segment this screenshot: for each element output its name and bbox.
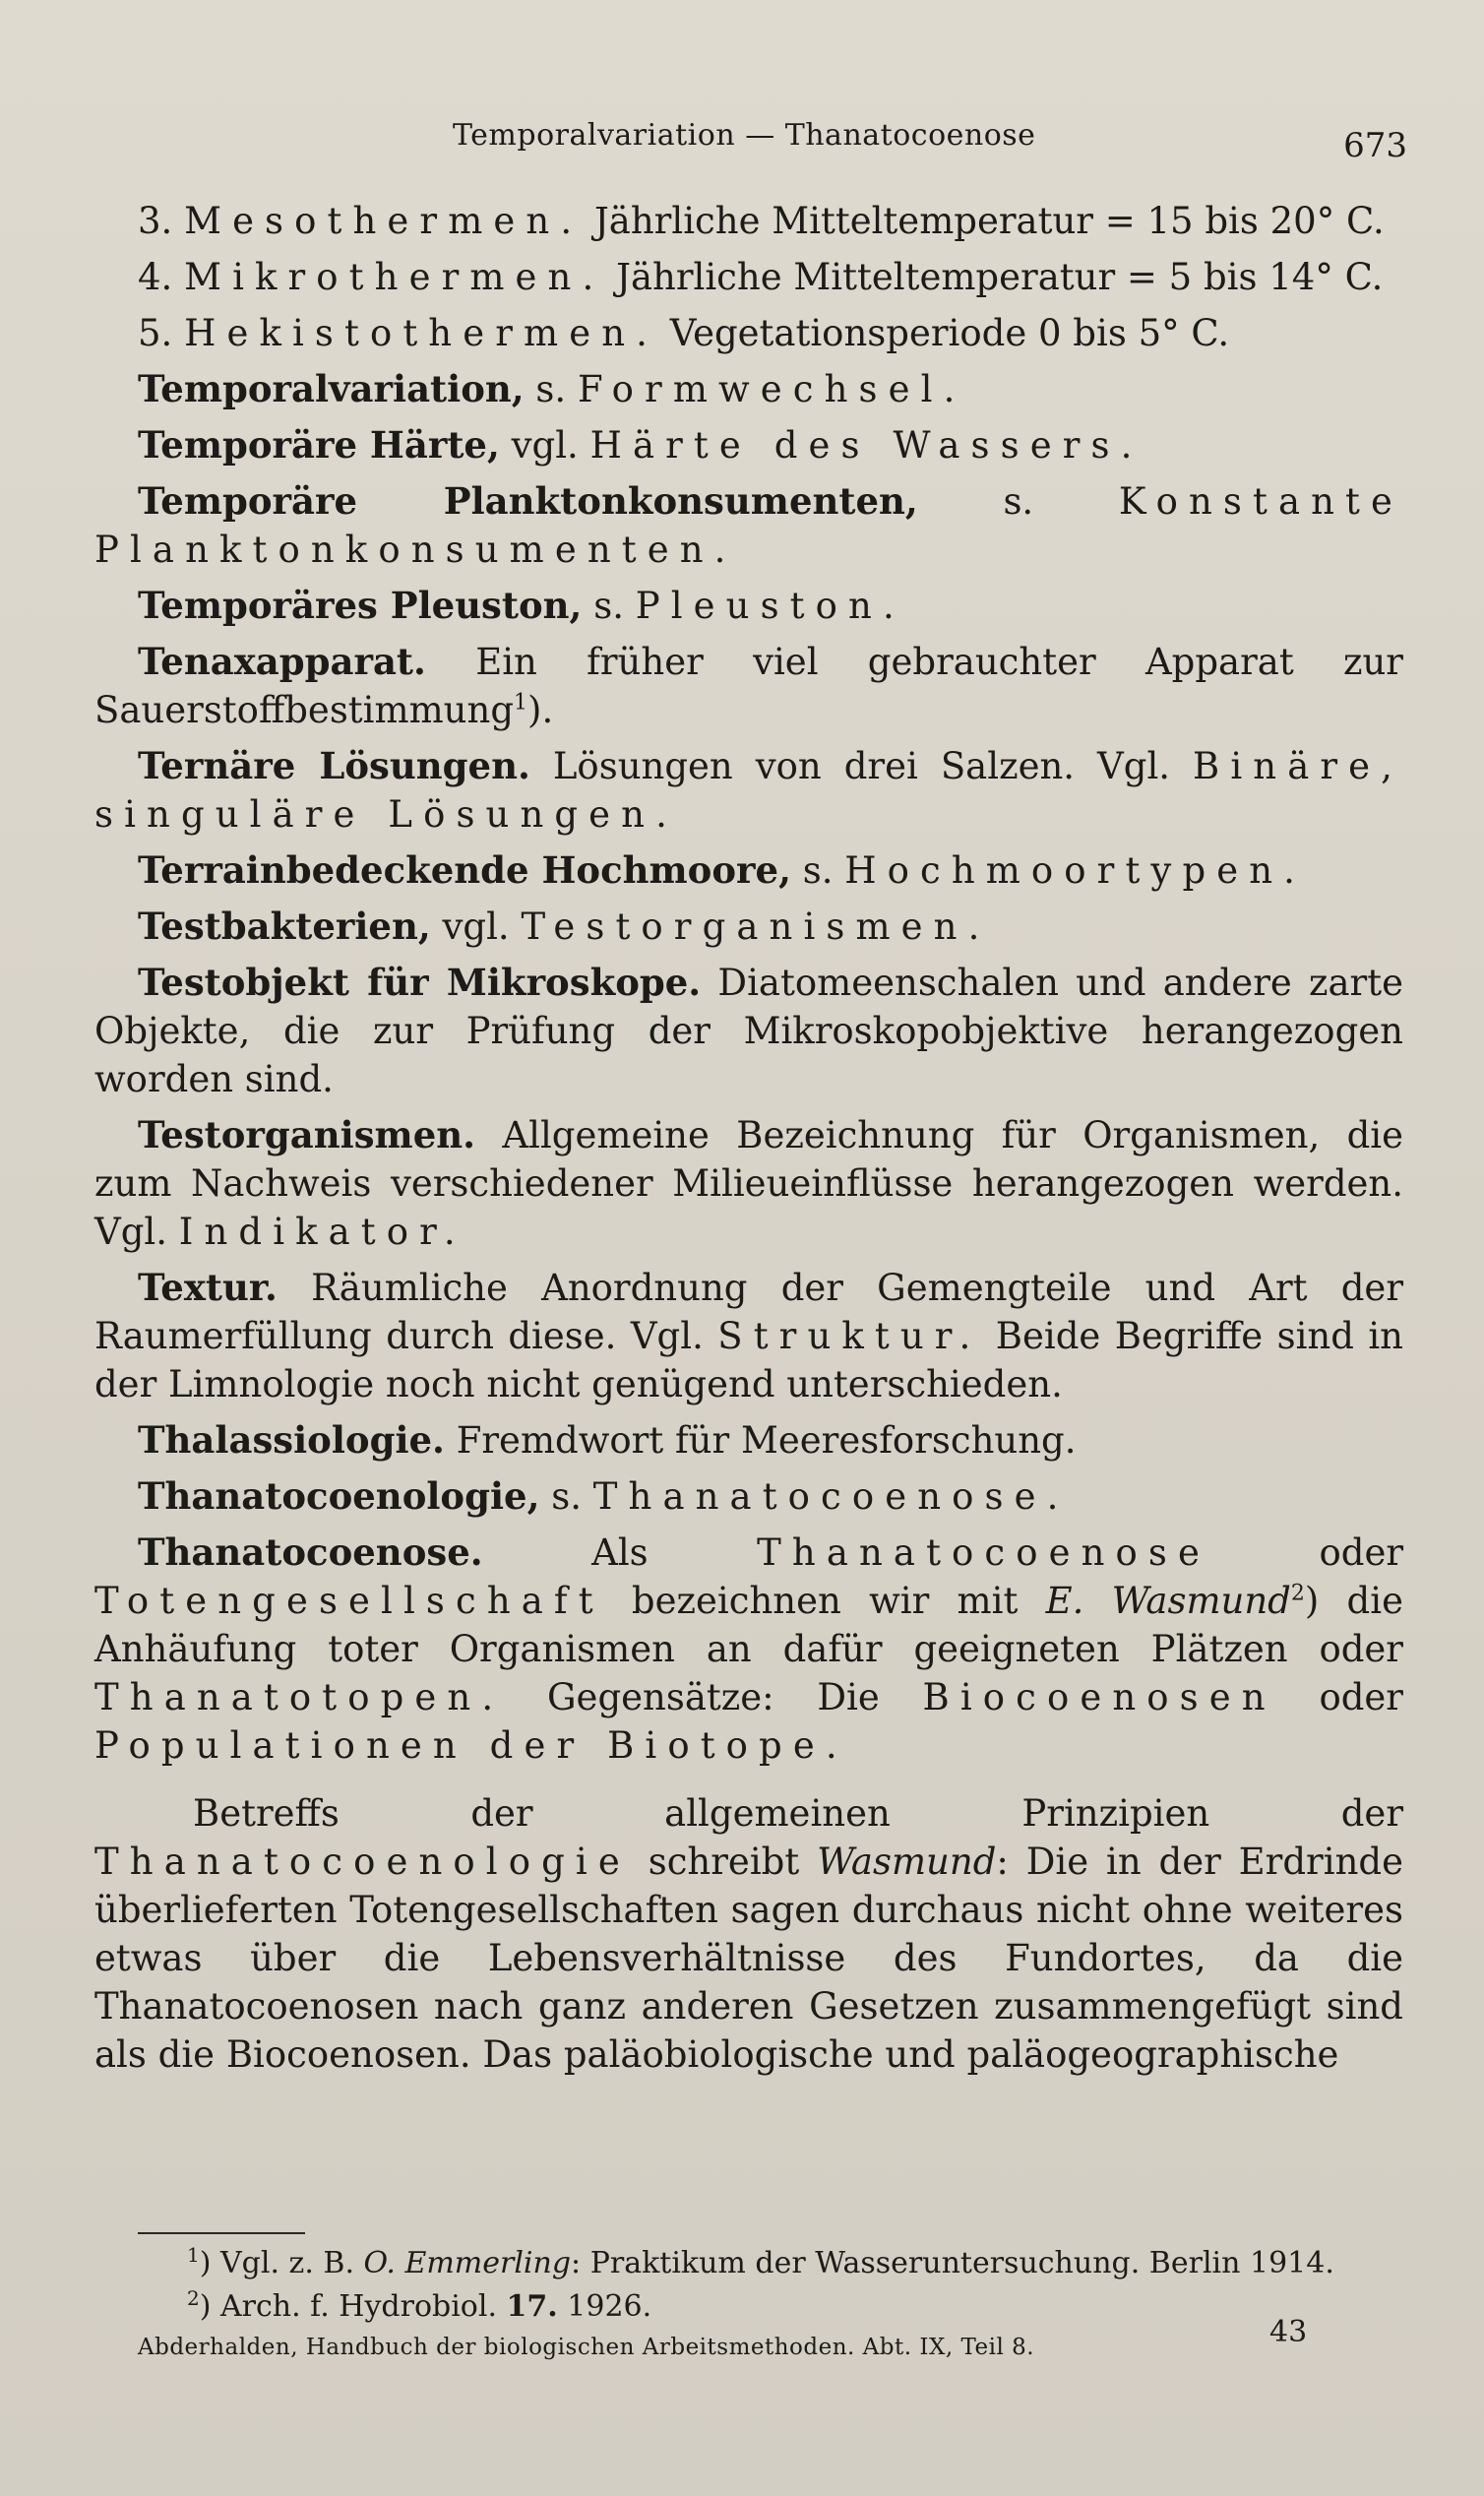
page-number: 673 — [1343, 126, 1407, 165]
footnote-text: 1926. — [567, 2289, 652, 2324]
entry-text: Jährliche Mitteltemperatur = 15 bis 20° C. — [593, 200, 1385, 242]
entry-mikrothermen — [94, 253, 1403, 301]
footnote-text: : Praktikum der Wasseruntersuchung. Berlin 1914. — [571, 2246, 1334, 2280]
footnote-mark: 2 — [187, 2286, 200, 2310]
page-header — [98, 110, 1417, 169]
body-paragraph — [94, 1789, 1403, 2079]
footnotes — [187, 2242, 1417, 2329]
entry-term: Temporalvariation, — [138, 367, 525, 410]
entry-terrainbedeckende-hochmoore — [94, 846, 1403, 895]
cross-ref-word: s. — [1003, 480, 1034, 523]
entry-text: oder — [1319, 1676, 1403, 1718]
entry-testbakterien — [94, 903, 1403, 951]
entry-text: Räumliche Anordnung der Gemengteile und Art der Raumerfüllung durch diese. Vgl. — [94, 1267, 1404, 1357]
entry-term: Temporäre Planktonkonsumenten, — [138, 479, 918, 523]
entry-testobjekt — [94, 959, 1403, 1103]
entry-term: Temporäres Pleuston, — [138, 584, 583, 627]
entry-hekistothermen — [94, 309, 1403, 357]
entry-term: Temporäre Härte, — [138, 423, 500, 467]
footnote-2: $^2$) Arch. f. Hydrobiol. 17. 1926. — [187, 2286, 652, 2324]
spaced-term: Populationen der Biotope. — [94, 1724, 848, 1767]
list-number: 4. — [138, 256, 173, 298]
entry-term: Textur. — [138, 1266, 278, 1309]
footnote-mark: 1 — [187, 2243, 200, 2267]
entry-mesothermen — [94, 197, 1403, 245]
footnote-1: $^1$) Vgl. z. B. O. Emmerling: Praktikum der Wasseruntersuchung. Berlin 1914. — [187, 2243, 1334, 2280]
cross-ref-word: s. — [802, 849, 834, 892]
entry-text: Beide Begriffe sind in der Limnologie noch nicht genügend unterschieden. — [94, 1315, 1403, 1405]
entry-term: Tenaxapparat. — [138, 640, 426, 683]
entry-text: Fremdwort für Meeresforschung. — [456, 1419, 1077, 1462]
running-head: Temporalvariation — Thanatocoenose — [453, 118, 1036, 153]
footnote-divider — [138, 2232, 305, 2234]
spaced-term: Thanatocoenologie — [94, 1841, 631, 1883]
list-number: 3. — [138, 200, 173, 242]
sheet-signature: 43 — [1269, 2315, 1308, 2349]
paragraph-text: Betreffs der allgemeinen Prinzipien der — [193, 1792, 1403, 1835]
cross-ref-word: s. — [593, 585, 624, 627]
spaced-term: Hekistothermen. — [184, 312, 658, 354]
entry-text: ) die Anhäufung toter Organismen an dafür geeigneten Plätzen oder — [94, 1580, 1403, 1670]
cross-ref-word: vgl. — [442, 905, 510, 948]
entry-text: bezeichnen wir mit — [631, 1580, 1019, 1622]
cross-ref-target: Härte des Wassers. — [589, 424, 1144, 467]
entry-text: Ein früher viel gebrauchter Apparat zur Sauerstoffbestimmung — [94, 641, 1403, 731]
paragraph-text: schreibt — [648, 1841, 800, 1883]
cross-ref-word: s. — [551, 1475, 582, 1518]
entry-term: Testobjekt für Mikroskope. — [138, 961, 702, 1004]
spaced-term: Thanatocoenose — [757, 1531, 1211, 1574]
entry-textur — [94, 1264, 1403, 1408]
entry-temporaere-haerte — [94, 421, 1403, 469]
entry-thanatocoenose — [94, 1529, 1403, 1770]
paragraph-text: : Die in der Erdrinde überlieferten Totengesellschaften sagen durchaus nicht ohne weiteres etwas über die Lebensverhältnisse des Fundortes, da die Thanatocoenosen nach ganz anderen Gesetzen zusammengefügt sind als die Biocoenosen. Das paläobiologische und paläogeographische — [94, 1841, 1403, 2076]
entry-thanatocoenologie — [94, 1472, 1403, 1521]
author-name: O. Emmerling — [363, 2246, 572, 2280]
cross-ref-word: vgl. — [511, 424, 579, 467]
cross-ref-target: Hochmoortypen. — [844, 849, 1307, 892]
entry-temporaere-planktonkonsumenten — [94, 477, 1403, 574]
entry-term: Testorganismen. — [138, 1113, 476, 1156]
spaced-term: Mikrothermen. — [184, 256, 605, 298]
footnote-ref: 1 — [514, 690, 528, 716]
author-name: Wasmund — [817, 1841, 997, 1883]
cross-ref-target: Binäre, singuläre Lösungen. — [94, 745, 1404, 836]
entry-text: Gegensätze: Die — [546, 1676, 880, 1718]
entry-tenaxapparat — [94, 638, 1403, 734]
entry-text: oder — [1319, 1531, 1404, 1574]
cross-ref-target: Formwechsel. — [577, 368, 966, 410]
entry-text: Als — [591, 1531, 649, 1574]
entry-testorganismen — [94, 1111, 1403, 1256]
cross-ref-target: Konstante Planktonkonsumenten. — [94, 480, 1403, 571]
cross-ref-target: Pleuston. — [635, 585, 905, 627]
spaced-term: Totengesellschaft — [94, 1580, 604, 1622]
author-name: E. Wasmund — [1045, 1580, 1291, 1622]
entry-text: Allgemeine Bezeichnung für Organismen, die zum Nachweis verschiedener Milieueinflüsse herangezogen werden. Vgl. — [94, 1114, 1403, 1253]
volume-number: 17. — [506, 2289, 558, 2324]
entry-thalassiologie — [94, 1416, 1403, 1465]
entry-term: Thanatocoenologie, — [138, 1474, 540, 1518]
entry-text: Vegetationsperiode 0 bis 5° C. — [669, 312, 1230, 354]
spaced-term: Mesothermen. — [184, 200, 584, 242]
cross-ref-word: s. — [535, 368, 567, 410]
cross-ref-target: Indikator. — [178, 1211, 466, 1253]
entry-text: Lösungen von drei Salzen. Vgl. — [552, 745, 1171, 787]
entry-term: Testbakterien, — [138, 905, 431, 948]
list-number: 5. — [138, 312, 173, 354]
imprint-line: Abderhalden, Handbuch der biologischen Arbeitsmethoden. Abt. IX, Teil 8. — [138, 2335, 1035, 2360]
entry-text: Diatomeenschalen und andere zarte Objekte, die zur Prüfung der Mikroskopobjektive herangezogen worden sind. — [94, 962, 1403, 1100]
entry-temporalvariation — [94, 365, 1403, 413]
cross-ref-target: Testorganismen. — [521, 905, 991, 948]
entry-term: Thalassiologie. — [138, 1418, 445, 1462]
spaced-term: Biocoenosen — [922, 1676, 1276, 1718]
entry-text: ). — [527, 689, 554, 731]
entry-term: Ternäre Lösungen. — [138, 744, 530, 787]
entry-ternaere-loesungen — [94, 742, 1403, 839]
spaced-term: Thanatotopen. — [94, 1676, 505, 1718]
footnote-ref: 2 — [1290, 1581, 1305, 1606]
footnote-text: Arch. f. Hydrobiol. — [219, 2289, 497, 2324]
page-body — [94, 197, 1403, 2115]
cross-ref-target: Struktur. — [717, 1315, 982, 1357]
entry-text: Jährliche Mitteltemperatur = 5 bis 14° C. — [616, 256, 1384, 298]
entry-temporaeres-pleuston — [94, 582, 1403, 630]
entry-term: Thanatocoenose. — [138, 1530, 483, 1574]
entry-term: Terrainbedeckende Hochmoore, — [138, 848, 791, 892]
footnote-text: Vgl. z. B. — [219, 2246, 354, 2280]
cross-ref-target: Thanatocoenose. — [592, 1475, 1070, 1518]
